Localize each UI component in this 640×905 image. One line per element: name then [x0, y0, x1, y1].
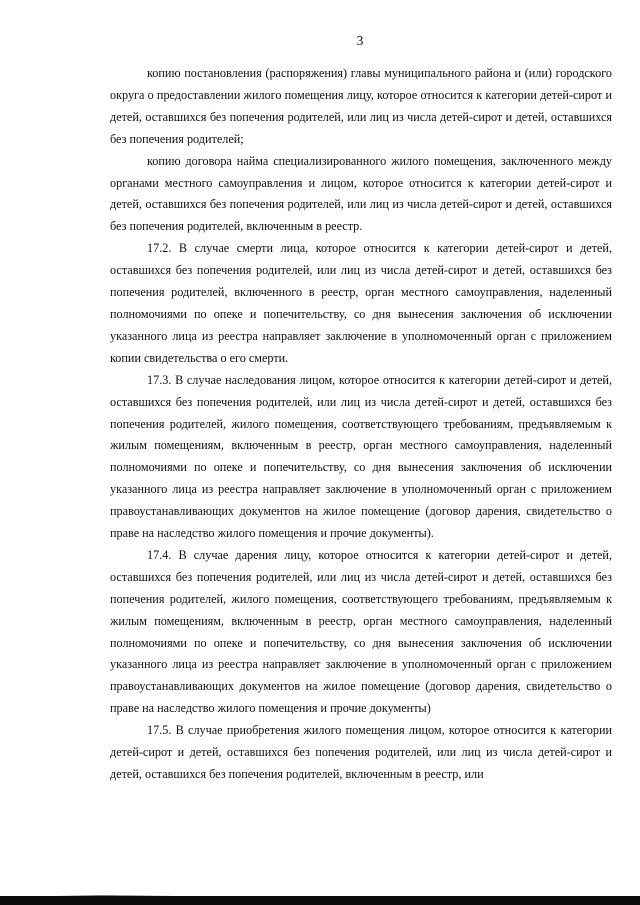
paragraph-copy-of-resolution: копию постановления (распоряжения) главы муниципального района и (или) городского округа о предоставлении жилого помещения лицу, которое относится к категории детей-сирот и детей, оставшихся без попечения родителей, или лиц из числа детей-сирот и детей, оставшихся без попечения родителей; [110, 66, 612, 146]
page-number: 3 [356, 33, 364, 48]
paragraph-17-3: 17.3. В случае наследования лицом, которое относится к категории детей-сирот и детей, оставшихся без попечения родителей, или лиц из числа детей-сирот и детей, оставшихся без попечения родителей, жилого помещения, соответствующего требованиям, предъявляемым к жилым помещениям, включенным в реестр, орган местного самоуправления, наделенный полномочиями по опеке и попечительству, со дня вынесения заключения об исключении указанного лица из реестра направляет заключение в уполномоченный орган с приложением правоустанавливающих документов на жилое помещение (договор дарения, свидетельство о праве на наследство жилого помещения и прочие документы). [110, 372, 612, 541]
paragraph-17-4: 17.4. В случае дарения лицу, которое относится к категории детей-сирот и детей, оставшихся без попечения родителей, или лиц из числа детей-сирот и детей, оставшихся без попечения родителей, жилого помещения, соответствующего требованиям, предъявляемым к жилым помещениям, включенным в реестр, орган местного самоуправления, наделенный полномочиями по опеке и попечительству, со дня вынесения заключения об исключении указанного лица из реестра направляет заключение в уполномоченный орган с приложением правоустанавливающих документов на жилое помещение (договор дарения, свидетельство о праве на наследство жилого помещения и прочие документы) [110, 547, 612, 716]
paragraph-17-5: 17.5. В случае приобретения жилого помещения лицом, которое относится к категории детей-сирот и детей, оставшихся без попечения родителей, или лиц из числа детей-сирот и детей, оставшихся без попечения родителей, включенным в реестр, или [110, 723, 612, 781]
scan-bottom-border [0, 896, 640, 905]
paragraph-copy-of-lease-agreement: копию договора найма специализированного жилого помещения, заключенного между органами местного самоуправления и лицом, которое относится к категории детей-сирот и детей, оставшихся без попечения родителей, или лиц из числа детей-сирот и детей, оставшихся без попечения родителей, включенным в реестр. [110, 153, 612, 234]
document-body [110, 63, 612, 786]
paragraph-17-2: 17.2. В случае смерти лица, которое относится к категории детей-сирот и детей, оставшихся без попечения родителей, или лиц из числа детей-сирот и детей, оставшихся без попечения родителей, включенного в реестр, орган местного самоуправления, наделенный полномочиями по опеке и попечительству, со дня вынесения заключения об исключении указанного лица из реестра направляет заключение в уполномоченный орган с приложением копии свидетельства о его смерти. [110, 241, 612, 365]
